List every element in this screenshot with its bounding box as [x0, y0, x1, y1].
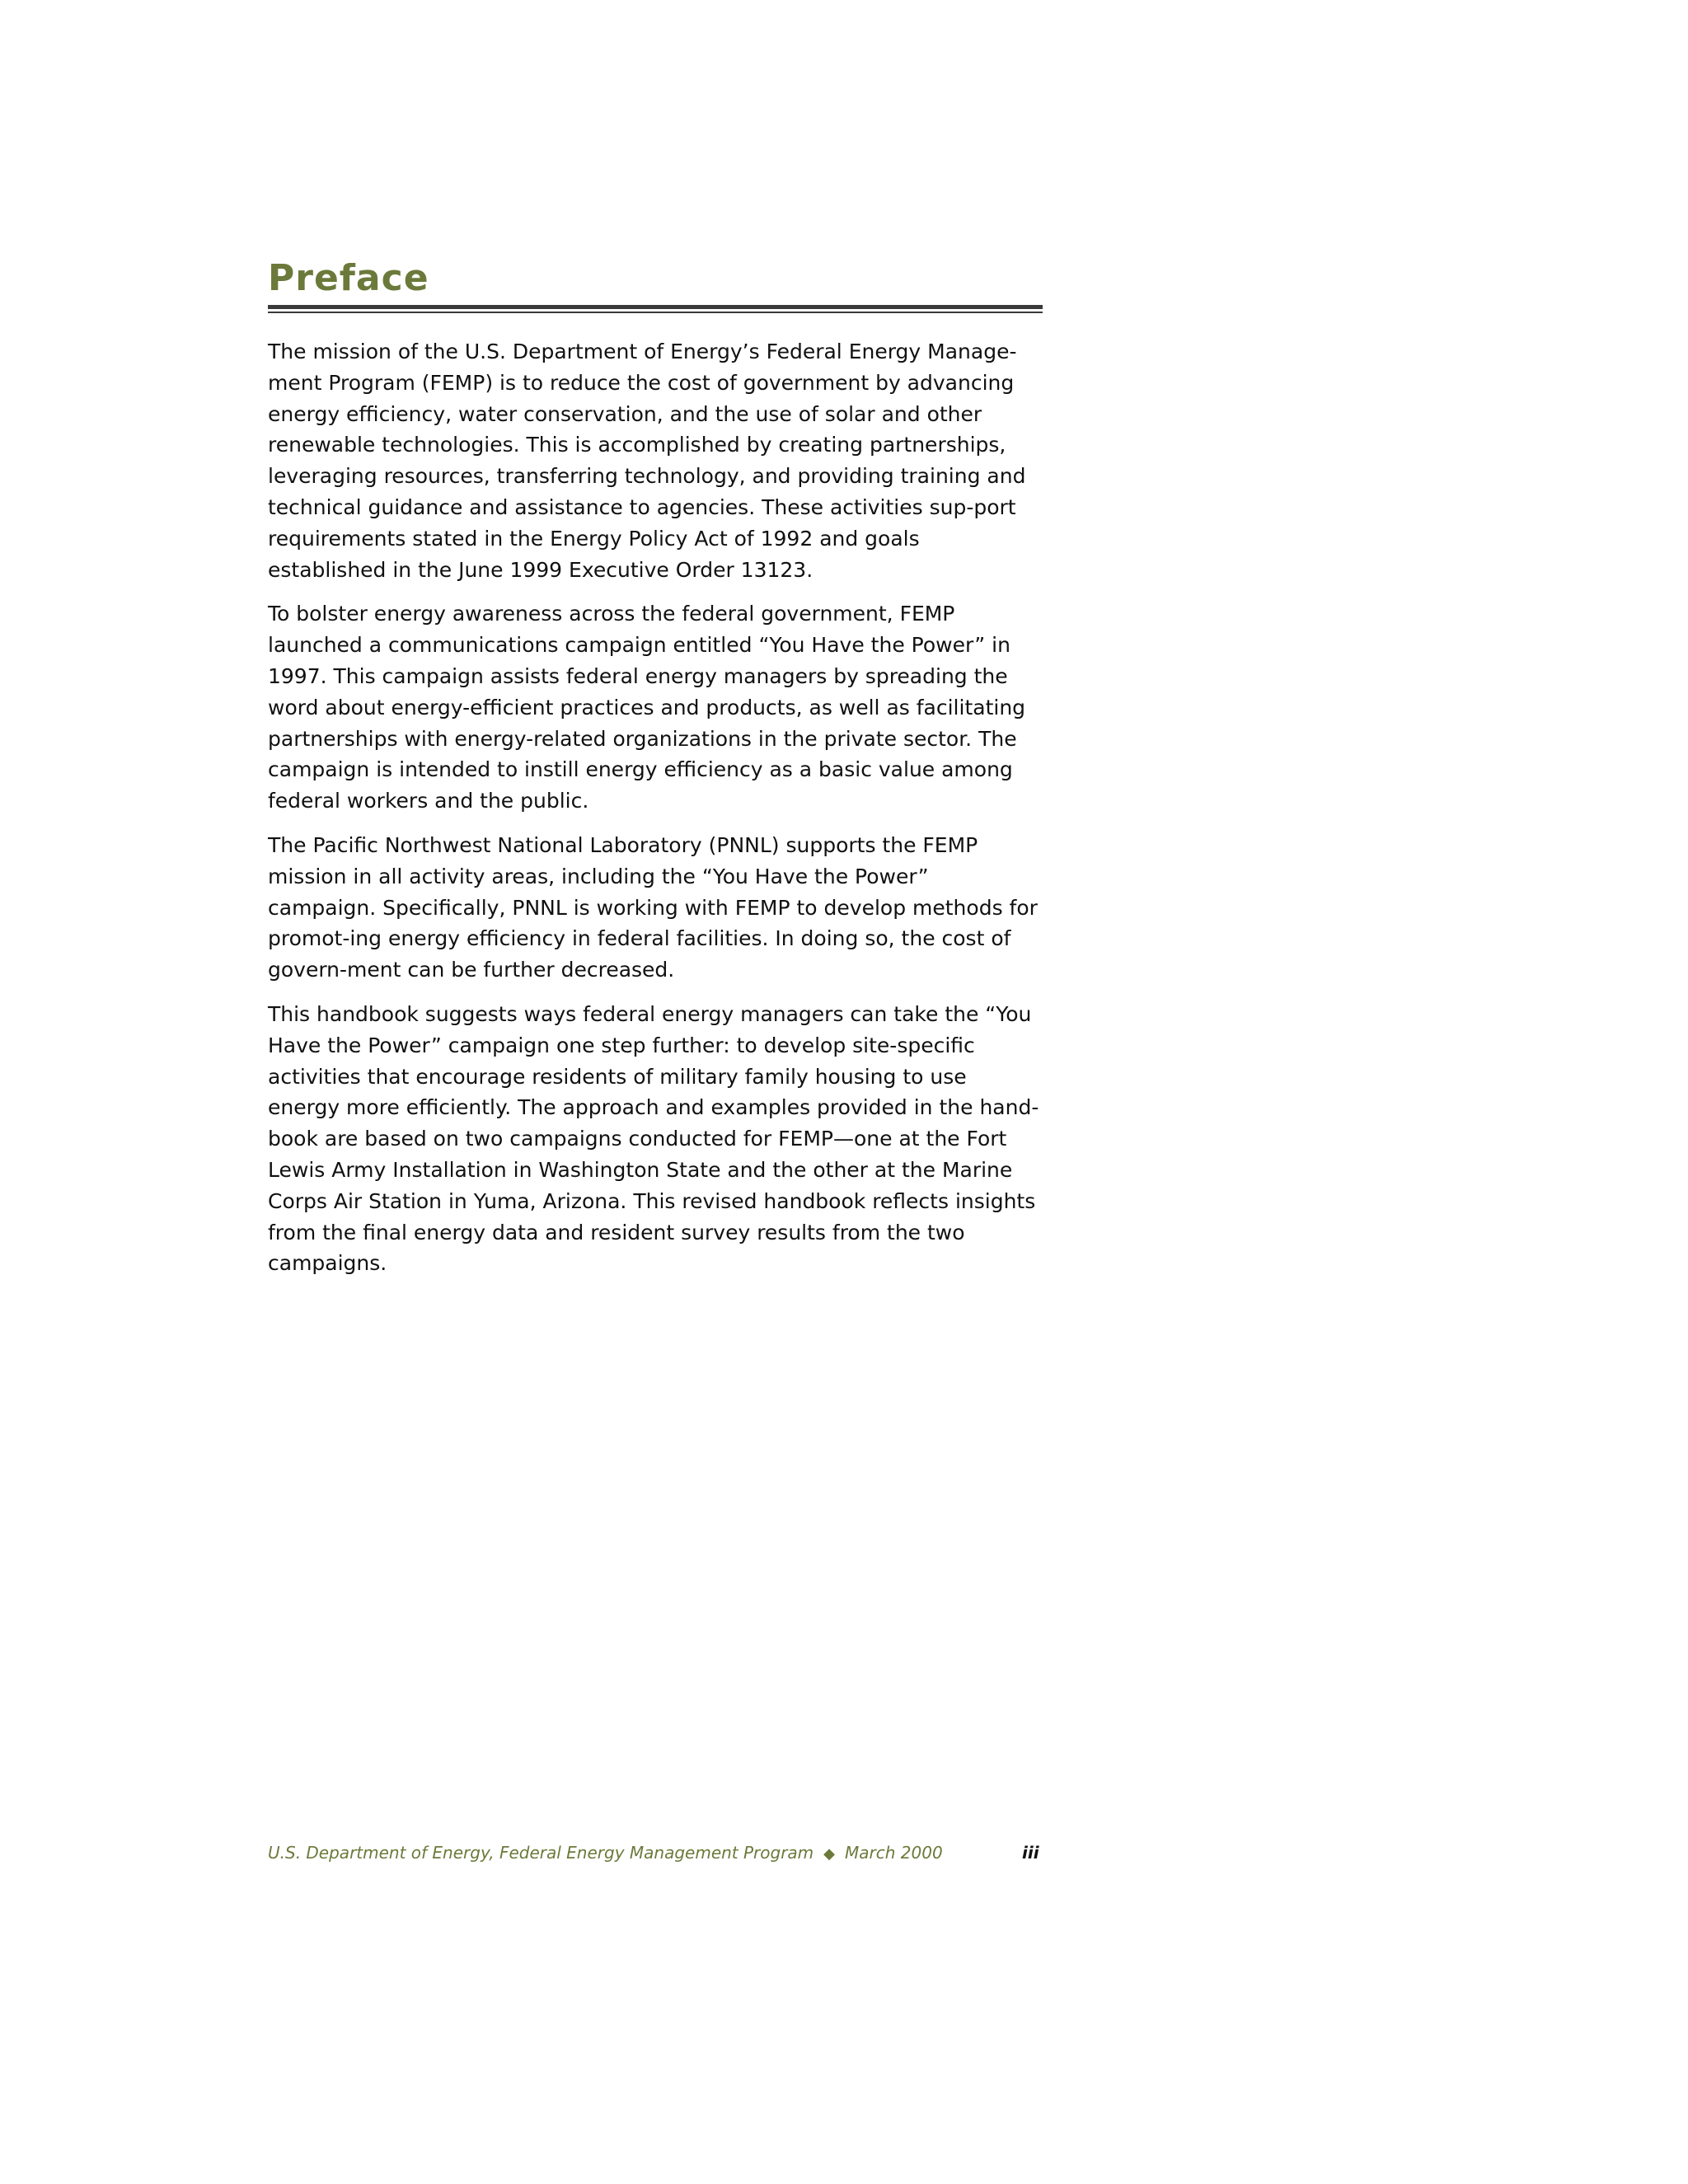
heading-rule-thin [268, 312, 1043, 313]
page-footer [268, 1843, 1043, 1863]
section-heading [268, 257, 1043, 313]
footer-organization: U.S. Department of Energy, Federal Energy Management Program [268, 1843, 814, 1863]
paragraph-handbook: This handbook suggests ways federal energy managers can take the “You Have the Power” campaign one step further: to develop site-specific activities that encourage residents of military family housing to use energy more efficiently. The approach and examples provided in the hand-book are based on two campaigns conducted for FEMP—one at the Fort Lewis Army Installation in Washington State and the other at the Marine Corps Air Station in Yuma, Arizona. This revised handbook reflects insights from the final energy data and resident survey results from the two campaigns. [268, 1001, 1039, 1276]
diamond-separator-icon: ◆ [823, 1845, 836, 1863]
preface-body [268, 336, 1043, 1292]
page-title: Preface [268, 257, 429, 299]
page-number: iii [1022, 1843, 1039, 1863]
paragraph-campaign: To bolster energy awareness across the federal government, FEMP launched a communications campaign entitled “You Have the Power” in 1997. This campaign assists federal energy managers by spreading the word about energy-efficient practices and products, as well as facilitating partnerships with energy-related organizations in the private sector. The campaign is intended to instill energy efficiency as a basic value among federal workers and the public. [268, 602, 1026, 813]
paragraph-pnnl: The Pacific Northwest National Laboratory (PNNL) supports the FEMP mission in all activity areas, including the “You Have the Power” campaign. Specifically, PNNL is working with FEMP to develop methods for promot-ing energy efficiency in federal facilities. In doing so, the cost of govern-ment can be further decreased. [268, 832, 1038, 982]
paragraph-mission: The mission of the U.S. Department of Energy’s Federal Energy Manage-ment Program (FEMP) is to reduce the cost of government by advancing energy efficiency, water conservation, and the use of solar and other renewable technologies. This is accomplished by creating partnerships, leveraging resources, transferring technology, and providing training and technical guidance and assistance to agencies. These activities sup-port requirements stated in the Energy Policy Act of 1992 and goals established in the June 1999 Executive Order 13123. [268, 340, 1026, 582]
footer-date: March 2000 [845, 1843, 943, 1863]
